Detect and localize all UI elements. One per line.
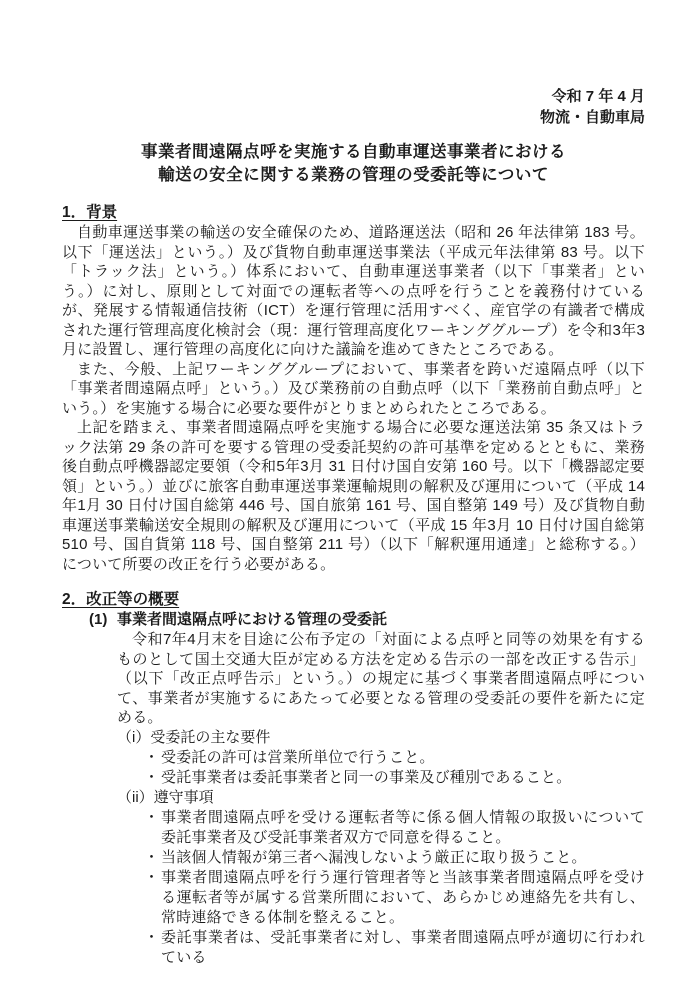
item-i-label: （i）受委託の主な要件: [117, 728, 271, 746]
section2-sub1-body: [117, 630, 645, 968]
bullet-marker: ・: [144, 748, 160, 766]
list-item: [144, 848, 645, 868]
bullet-text: 受委託の許可は営業所単位で行うこと。: [161, 748, 435, 766]
section2-sub1-heading-text: 事業者間遠隔点呼における管理の受委託: [117, 611, 388, 628]
section2-sub1-heading: [89, 610, 645, 630]
section2-heading: [62, 589, 645, 610]
document-title: [62, 141, 645, 187]
section1-heading: [62, 202, 645, 223]
document-title-line2: 輸送の安全に関する業務の管理の受委託等について: [158, 166, 549, 184]
list-item: [144, 748, 645, 768]
list-item: [144, 928, 645, 968]
list-item: [144, 808, 645, 848]
bullet-text: 委託事業者は、受託事業者に対し、事業者間遠隔点呼が適切に行われている: [161, 928, 645, 966]
date-block: [62, 86, 645, 128]
section1-heading-text: 1．背景: [62, 204, 118, 221]
bullet-marker: ・: [144, 808, 160, 826]
bullet-marker: ・: [144, 768, 160, 786]
bullet-marker: ・: [144, 848, 160, 866]
list-item: [144, 768, 645, 788]
section2-heading-text: 2．改正等の概要: [62, 591, 180, 608]
section1-paragraph-1: 自動車運送事業の輸送の安全確保のため、道路運送法（昭和 26 年法律第 183 号。以下「運送法」という。）及び貨物自動車運送事業法（平成元年法律第 83 号。以下「トラック法」という。）体系において、自動車運送事業者（以下「事業者」という。）に対し、原則として対面での運転者等への点呼を行うことを義務付けているが、発展する情報通信技術（ICT）を運行管理に活用すべく、産官学の有識者で構成された運行管理高度化検討会（現：運行管理高度化ワーキンググループ）を令和3年3月に設置し、運行管理の高度化に向けた議論を進めてきたところである。: [62, 224, 645, 358]
section2-sub1-number: (1): [89, 611, 108, 628]
bullet-text: 事業者間遠隔点呼を行う運行管理者等と当該事業者間遠隔点呼を受ける運転者等が属する営業所間において、あらかじめ連絡先を共有し、常時連絡できる体制を整えること。: [161, 868, 645, 926]
bullet-text: 当該個人情報が第三者へ漏洩しないよう厳正に取り扱うこと。: [161, 848, 587, 866]
section1-paragraph-2: また、今般、上記ワーキンググループにおいて、事業者を跨いだ遠隔点呼（以下「事業者間遠隔点呼」という。）及び業務前の自動点呼（以下「業務前自動点呼」という。）を実施する場合に必要な要件がとりまとめられたところである。: [62, 360, 645, 417]
document-title-line1: 事業者間遠隔点呼を実施する自動車運送事業者における: [141, 143, 566, 161]
list-item: [144, 868, 645, 928]
bullet-text: 事業者間遠隔点呼を受ける運転者等に係る個人情報の取扱いについて委託事業者及び受託事業者双方で同意を得ること。: [161, 808, 645, 846]
document-date: 令和 7 年 4 月: [551, 88, 645, 105]
item-ii-label: （ii）遵守事項: [117, 788, 214, 806]
section2-sub1-paragraph: 令和7年4月末を目途に公布予定の「対面による点呼と同等の効果を有するものとして国土交通大臣が定める方法を定める告示の一部を改正する告示」（以下「改正点呼告示」という。）の規定に基づく事業者間遠隔点呼について、事業者が実施するにあたって必要となる管理の受委託の要件を新たに定める。: [117, 631, 645, 726]
bullet-text: 受託事業者は委託事業者と同一の事業及び種別であること。: [161, 768, 572, 786]
bullet-marker: ・: [144, 928, 160, 946]
bullet-marker: ・: [144, 868, 160, 886]
document-department: 物流・自動車局: [539, 109, 645, 126]
section1-paragraph-3: 上記を踏まえ、事業者間遠隔点呼を実施する場合に必要な運送法第 35 条又はトラック法第 29 条の許可を要する管理の受委託契約の許可基準を定めるとともに、業務後自動点呼機器認定要領（令和5年3月 31 日付け国自安第 160 号。以下「機器認定要領」という。）並びに旅客自動車運送事業運輸規則の解釈及び運用について（平成 14 年1月 30 日付け国自総第 446 号、国自旅第 161 号、国自整第 149 号）及び貨物自動車運送事業輸送安全規則の解釈及び運用について（平成 15 年3月 10 日付け国自総第 510 号、国自貨第 118 号、国自整第 211 号）（以下「解釈運用通達」と総称する。）について所要の改正を行う必要がある。: [62, 419, 645, 573]
